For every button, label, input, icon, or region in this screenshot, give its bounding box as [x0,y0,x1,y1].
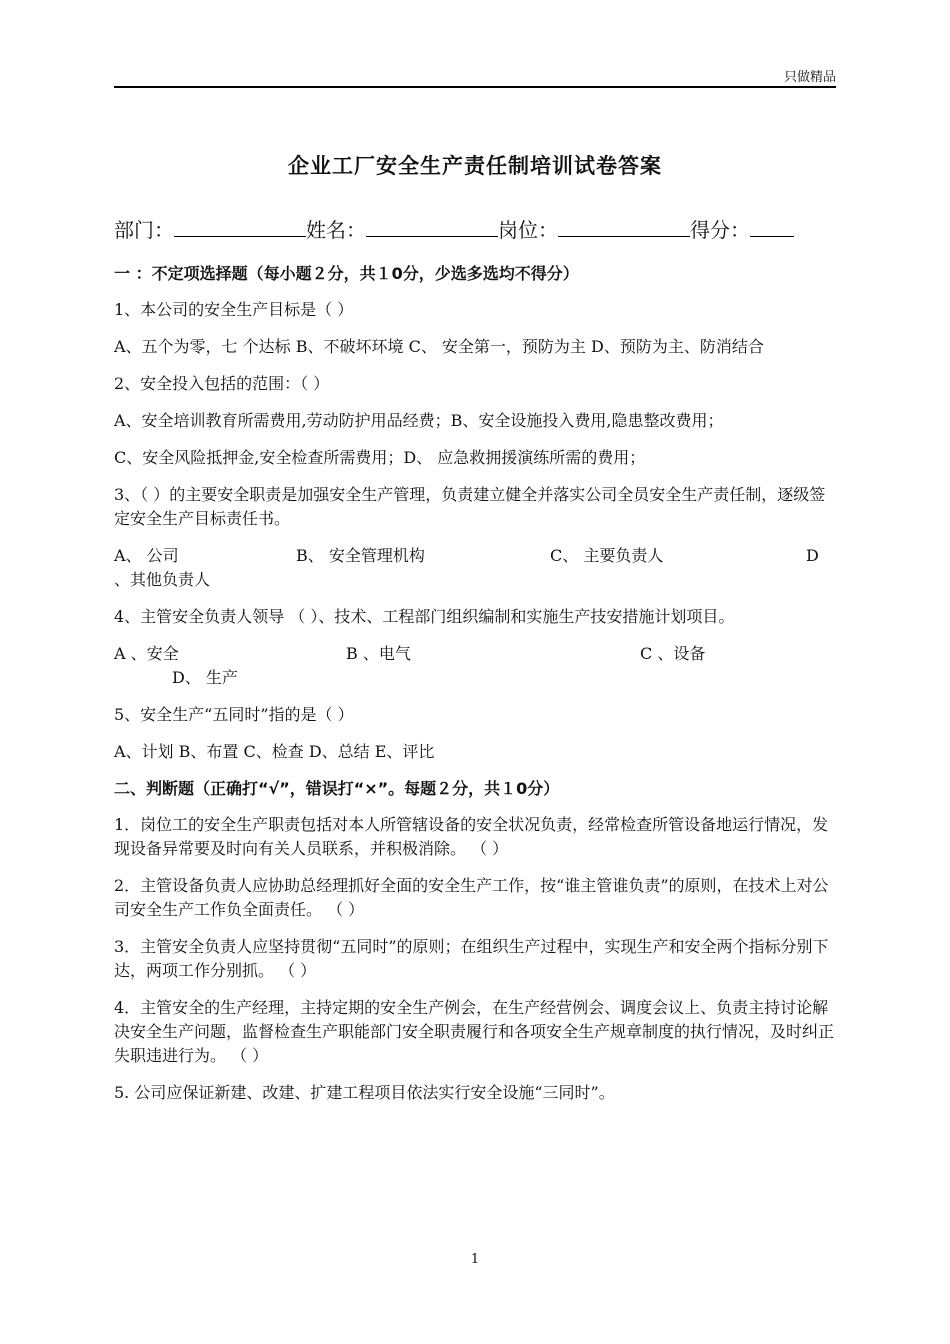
q3-stem: 3、（ ）的主要安全职责是加强安全生产管理，负责建立健全并落实公司全员安全生产责任制，逐级签定安全生产目标责任书。 [114,485,826,528]
section2-heading: 二、判断题（正确打“√”，错误打“×”。每题２分，共１0分） [114,779,560,798]
page-number: 1 [470,1252,480,1267]
judge-item-4: 4．主管安全的生产经理，主持定期的安全生产例会，在生产经营例会、调度会议上、负责主持讨论解决安全生产问题，监督检查生产职能部门安全职责履行和各项安全生产规章制度的执行情况，及时纠正失职违进行为。 （ ） [114,998,835,1065]
q1-options: A、五个为零，七 个达标 B、不破坏环境 C、 安全第一，预防为主 D、预防为主、防消结合 [114,337,764,356]
q3-option-d: D [806,546,819,565]
q3-option-c: C、 主要负责人 [550,546,664,565]
name-blank[interactable] [366,216,498,237]
q3-option-b: B、 安全管理机构 [296,546,425,565]
q4-option-a: A 、安全 [114,644,179,663]
q2-stem: 2、安全投入包括的范围：（ ） [114,374,330,393]
q3-option-d-text: 、其他负责人 [114,570,211,589]
judge-item-2: 2．主管设备负责人应协助总经理抓好全面的安全生产工作，按“谁主管谁负责”的原则，在技术上对公司安全生产工作负全面责任。 （ ） [114,876,829,919]
q5-stem: 5、安全生产“五同时”指的是（ ） [114,705,354,724]
header-rule [114,86,836,88]
score-label: 得分： [690,218,750,242]
name-label: 姓名： [306,218,366,242]
q2-options-cd: C、安全风险抵押金,安全检查所需费用；D、 应急救拥援演练所需的费用； [114,448,646,467]
score-blank[interactable] [750,216,794,237]
q3-options [114,544,840,568]
q4-option-c: C 、设备 [640,644,706,663]
q3-option-a: A、 公司 [114,546,179,565]
info-fields [114,214,794,243]
judge-item-5: 5. 公司应保证新建、改建、扩建工程项目依法实行安全设施“三同时”。 [114,1083,615,1102]
page-title: 企业工厂安全生产责任制培训试卷答案 [288,154,662,178]
dept-blank[interactable] [174,216,306,237]
q4-stem: 4、主管安全负责人领导 （ ）、技术、工程部门组织编制和实施生产技安措施计划项目。 [114,607,735,626]
q5-options: A、计划 B、布置 C、检查 D、总结 E、评比 [114,742,435,761]
q4-option-b: B 、电气 [346,644,411,663]
header-note: 只做精品 [783,70,836,85]
q1-stem: 1、本公司的安全生产目标是（ ） [114,300,354,319]
post-blank[interactable] [558,216,690,237]
dept-label: 部门： [114,218,174,242]
judge-item-3: 3．主管安全负责人应坚持贯彻“五同时”的原则；在组织生产过程中，实现生产和安全两个指标分别下达，两项工作分别抓。 （ ） [114,937,829,980]
q4-options [114,642,840,666]
section1-heading: 一 ：不定项选择题（每小题２分，共１0分，少选多选均不得分） [114,264,579,283]
judge-item-1: 1．岗位工的安全生产职责包括对本人所管辖设备的安全状况负责，经常检查所管设备地运行情况，发现设备异常要及时向有关人员联系，并积极消除。 （ ） [114,815,829,858]
q4-option-d: D、 生产 [172,668,238,687]
post-label: 岗位： [498,218,558,242]
exam-content [114,262,840,1118]
q2-options-ab: A、安全培训教育所需费用,劳动防护用品经费；B、安全设施投入费用,隐患整改费用； [114,411,724,430]
